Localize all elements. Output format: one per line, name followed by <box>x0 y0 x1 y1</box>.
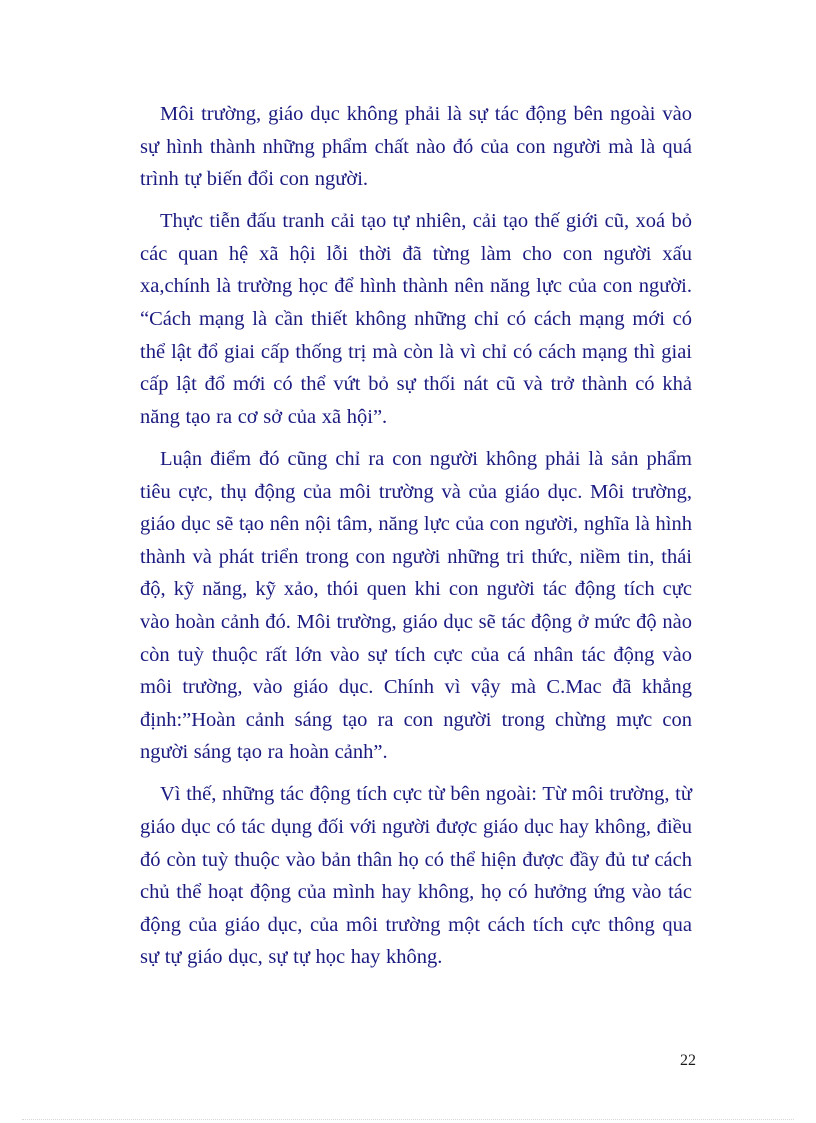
paragraph-2: Thực tiễn đấu tranh cải tạo tự nhiên, cải tạo thế giới cũ, xoá bỏ các quan hệ xã hội lỗi thời đã từng làm cho con người xấu xa,chính là trường học để hình thành nên năng lực của con người. “Cách mạng là cần thiết không những chỉ có cách mạng mới có thể lật đổ giai cấp thống trị mà còn là vì chỉ có cách mạng thì giai cấp lật đổ mới có thể vứt bỏ sự thối nát cũ và trở thành có khả năng tạo ra cơ sở của xã hội”. <box>140 210 692 428</box>
body-text <box>140 98 692 983</box>
footer-divider <box>22 1119 794 1120</box>
paragraph-3: Luận điểm đó cũng chỉ ra con người không phải là sản phẩm tiêu cực, thụ động của môi trường và của giáo dục. Môi trường, giáo dục sẽ tạo nên nội tâm, năng lực của con người, nghĩa là hình thành và phát triển trong con người những tri thức, niềm tin, thái độ, kỹ năng, kỹ xảo, thói quen khi con người tác động tích cực vào hoàn cảnh đó. Môi trường, giáo dục sẽ tác động ở mức độ nào còn tuỳ thuộc rất lớn vào sự tích cực của cá nhân tác động vào môi trường, vào giáo dục. Chính vì vậy mà C.Mac đã khẳng định:”Hoàn cảnh sáng tạo ra con người trong chừng mực con người sáng tạo ra hoàn cảnh”. <box>140 447 692 764</box>
paragraph-1: Môi trường, giáo dục không phải là sự tác động bên ngoài vào sự hình thành những phẩm chất nào đó của con người mà là quá trình tự biến đổi con người. <box>140 103 692 191</box>
paragraph-4: Vì thế, những tác động tích cực từ bên ngoài: Từ môi trường, từ giáo dục có tác dụng đối với người được giáo dục hay không, điều đó còn tuỳ thuộc vào bản thân họ có thể hiện được đầy đủ tư cách chủ thể hoạt động của mình hay không, họ có hưởng ứng vào tác động của giáo dục, của môi trường một cách tích cực thông qua sự tự giáo dục, sự tự học hay không. <box>140 783 692 969</box>
page-number: 22 <box>680 1052 696 1069</box>
